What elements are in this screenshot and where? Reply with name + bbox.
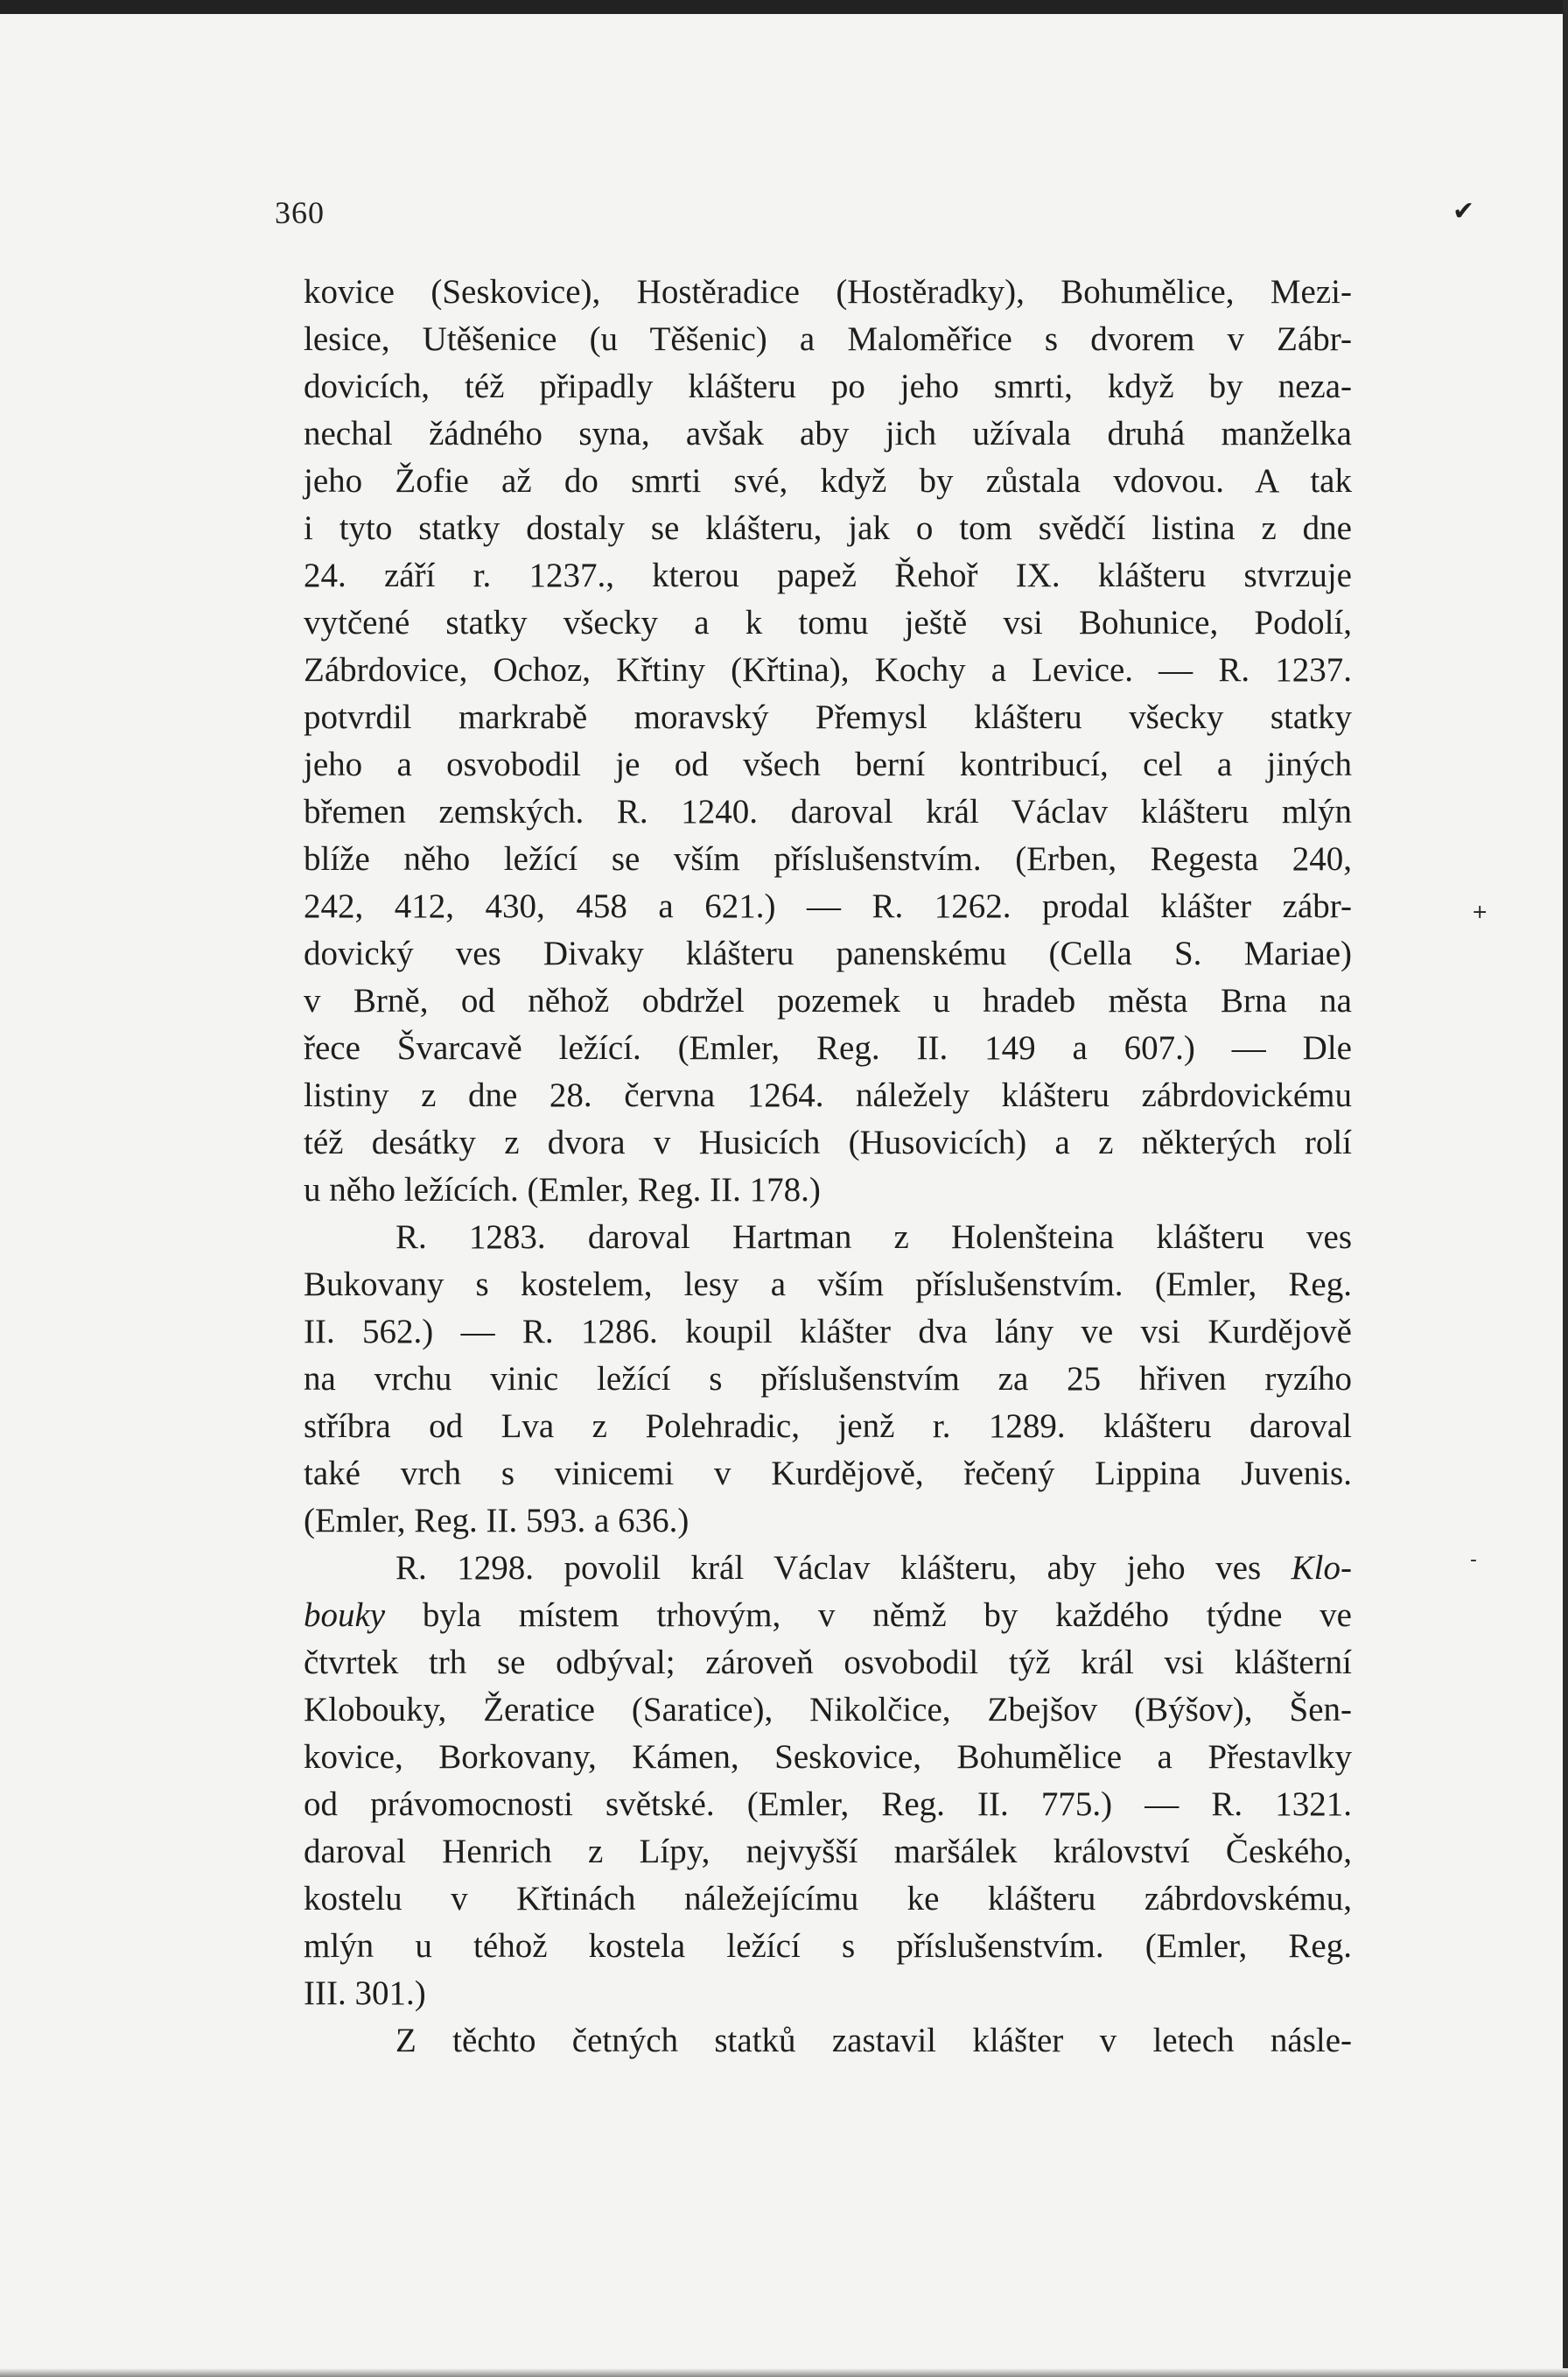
text-line: v Brně, od něhož obdržel pozemek u hradeb města Brna na bbox=[304, 982, 1352, 1020]
page-number: 360 bbox=[275, 195, 325, 230]
scan-top-edge bbox=[0, 0, 1568, 14]
text-line: břemen zemských. R. 1240. daroval král Václav klášteru mlýn bbox=[304, 793, 1352, 831]
text-line: od právomocnosti světské. (Emler, Reg. II. 775.) — R. 1321. bbox=[304, 1785, 1352, 1823]
paragraph bbox=[304, 269, 1352, 1214]
text-line bbox=[304, 1592, 1352, 1639]
text-line: též desátky z dvora v Husicích (Husovicích) a z některých rolí bbox=[304, 1124, 1352, 1161]
paragraph bbox=[304, 1214, 1352, 1545]
ink-mark: - bbox=[1470, 1549, 1477, 1571]
text-line: Z těchto četných statků zastavil klášter v letech násle- bbox=[396, 2022, 1352, 2059]
text-line: kovice (Seskovice), Hostěradice (Hostěradky), Bohumělice, Mezi- bbox=[304, 273, 1352, 311]
text-line: Bukovany s kostelem, lesy a vším příslušenstvím. (Emler, Reg. bbox=[304, 1266, 1352, 1303]
body-text bbox=[304, 269, 1352, 2065]
text-line: Klobouky, Žeratice (Saratice), Nikolčice, Zbejšov (Býšov), Šen- bbox=[304, 1691, 1352, 1728]
text-line: dovický ves Divaky klášteru panenskému (Cella S. Mariae) bbox=[304, 935, 1352, 972]
text-line: na vrchu vinic ležící s příslušenstvím za 25 hřiven ryzího bbox=[304, 1360, 1352, 1398]
text-line: daroval Henrich z Lípy, nejvyšší maršálek království Českého, bbox=[304, 1833, 1352, 1870]
text-line: (Emler, Reg. II. 593. a 636.) bbox=[304, 1502, 690, 1539]
text-line: jeho a osvobodil je od všech berní kontribucí, cel a jiných bbox=[304, 746, 1352, 783]
text-span: byla místem trhovým, v němž by každého týdne ve bbox=[385, 1596, 1352, 1634]
scan-right-edge bbox=[1563, 0, 1568, 2377]
text-line: dovicích, též připadly klášteru po jeho smrti, když by neza- bbox=[304, 368, 1352, 405]
text-span: R. 1298. povolil král Václav klášteru, aby jeho ves bbox=[396, 1549, 1292, 1587]
text-line: 242, 412, 430, 458 a 621.) — R. 1262. prodal klášter zábr- bbox=[304, 887, 1352, 925]
text-line: Zábrdovice, Ochoz, Křtiny (Křtina), Kochy a Levice. — R. 1237. bbox=[304, 651, 1352, 689]
text-line: potvrdil markrabě moravský Přemysl klášteru všecky statky bbox=[304, 698, 1352, 736]
text-line: lesice, Utěšenice (u Těšenic) a Maloměřice s dvorem v Zábr- bbox=[304, 320, 1352, 358]
text-line: II. 562.) — R. 1286. koupil klášter dva lány ve vsi Kurdějově bbox=[304, 1313, 1352, 1350]
text-line: čtvrtek trh se odbýval; zároveň osvobodil týž král vsi klášterní bbox=[304, 1644, 1352, 1681]
paragraph bbox=[304, 1545, 1352, 2017]
text-line: řece Švarcavě ležící. (Emler, Reg. II. 149 a 607.) — Dle bbox=[304, 1029, 1352, 1067]
italic-place-name: Klo- bbox=[1291, 1549, 1352, 1587]
scan-bottom-edge bbox=[0, 2368, 1568, 2377]
text-line: 24. září r. 1237., kterou papež Řehoř IX. klášteru stvrzuje bbox=[304, 557, 1352, 594]
text-line: i tyto statky dostaly se klášteru, jak o tom svědčí listina z dne bbox=[304, 509, 1352, 547]
text-line: jeho Žofie až do smrti své, když by zůstala vdovou. A tak bbox=[304, 462, 1352, 500]
text-line: kovice, Borkovany, Kámen, Seskovice, Bohumělice a Přestavlky bbox=[304, 1738, 1352, 1776]
text-line: mlýn u téhož kostela ležící s příslušenstvím. (Emler, Reg. bbox=[304, 1927, 1352, 1965]
text-line: také vrch s vinicemi v Kurdějově, řečený Lippina Juvenis. bbox=[304, 1455, 1352, 1492]
text-line: u něho ležících. (Emler, Reg. II. 178.) bbox=[304, 1171, 821, 1209]
text-line: stříbra od Lva z Polehradic, jenž r. 1289. klášteru daroval bbox=[304, 1407, 1352, 1445]
text-line: vytčené statky všecky a k tomu ještě vsi Bohunice, Podolí, bbox=[304, 604, 1352, 642]
text-line: blíže něho ležící se vším příslušenstvím. (Erben, Regesta 240, bbox=[304, 840, 1352, 878]
text-line: III. 301.) bbox=[304, 1974, 426, 2012]
paragraph bbox=[304, 2017, 1352, 2065]
text-line: nechal žádného syna, avšak aby jich užívala druhá manželka bbox=[304, 415, 1352, 452]
ink-mark: + bbox=[1472, 901, 1488, 923]
ink-mark: ✔ bbox=[1452, 196, 1475, 227]
text-line: kostelu v Křtinách náležejícímu ke klášteru zábrdovskému, bbox=[304, 1880, 1352, 1918]
italic-place-name: bouky bbox=[304, 1596, 386, 1634]
text-line bbox=[304, 1545, 1352, 1592]
text-line: R. 1283. daroval Hartman z Holenšteina klášteru ves bbox=[396, 1218, 1352, 1256]
text-line: listiny z dne 28. června 1264. náležely klášteru zábrdovickému bbox=[304, 1076, 1352, 1114]
